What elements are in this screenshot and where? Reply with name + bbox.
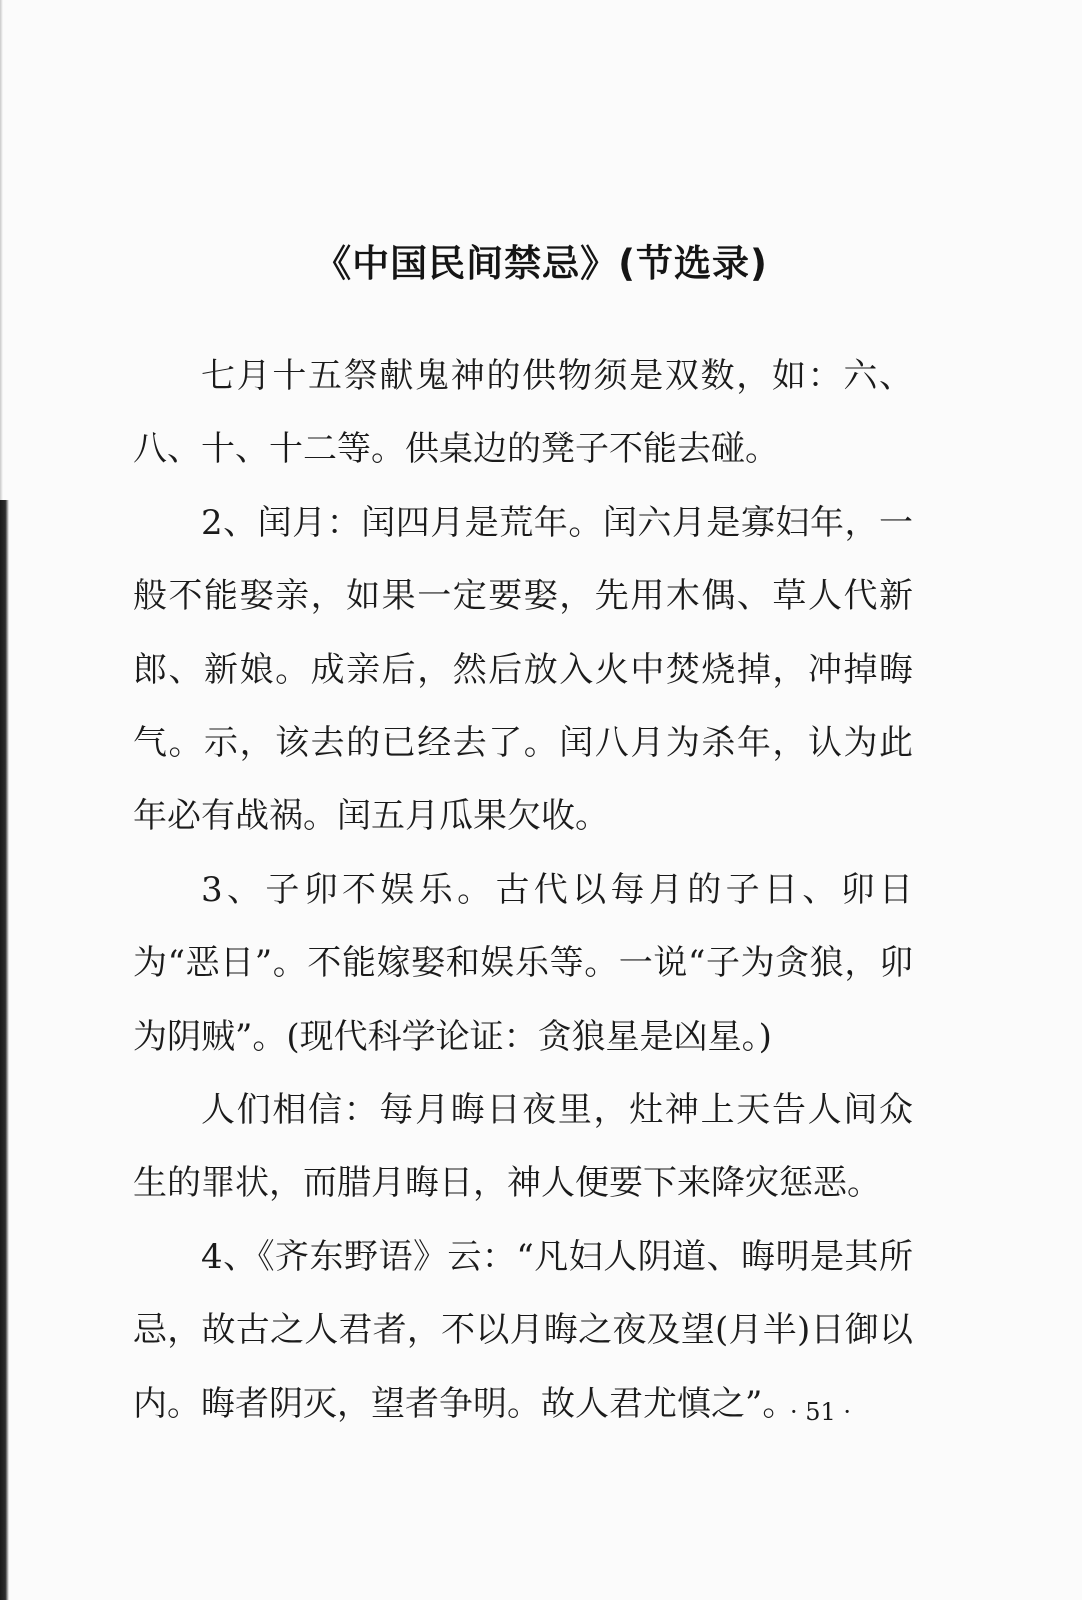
page-title: 《中国民间禁忌》(节选录) [314, 242, 768, 285]
paragraph-4: 人们相信：每月晦日夜里，灶神上天告人间众生的罪状，而腊月晦日，神人便要下来降灾惩恶。 [133, 1090, 913, 1204]
paragraph-2: 2、闰月：闰四月是荒年。闰六月是寡妇年，一般不能娶亲，如果一定要娶，先用木偶、草人代新郎、新娘。成亲后，然后放入火中焚烧掉，冲掉晦气。示，该去的已经去了。闰八月为杀年，认为此年必有战祸。闰五月瓜果欠收。 [133, 502, 913, 837]
paragraph-3: 3、子卯不娱乐。古代以每月的子日、卯日为“恶日”。不能嫁娶和娱乐等。一说“子为贪狼，卯为阴贼”。(现代科学论证：贪狼星是凶星。) [133, 869, 913, 1057]
page-number: · 51 · [790, 1398, 852, 1426]
body-text [133, 340, 913, 1441]
scan-edge-shadow [0, 500, 9, 1600]
paragraph-5: 4、《齐东野语》云：“凡妇人阴道、晦明是其所忌，故古之人君者，不以月晦之夜及望(月半)日御以内。晦者阴灭，望者争明。故人君尤慎之”。 [133, 1236, 913, 1424]
paragraph-1: 七月十五祭献鬼神的供物须是双数，如：六、八、十、十二等。供桌边的凳子不能去碰。 [133, 356, 913, 470]
